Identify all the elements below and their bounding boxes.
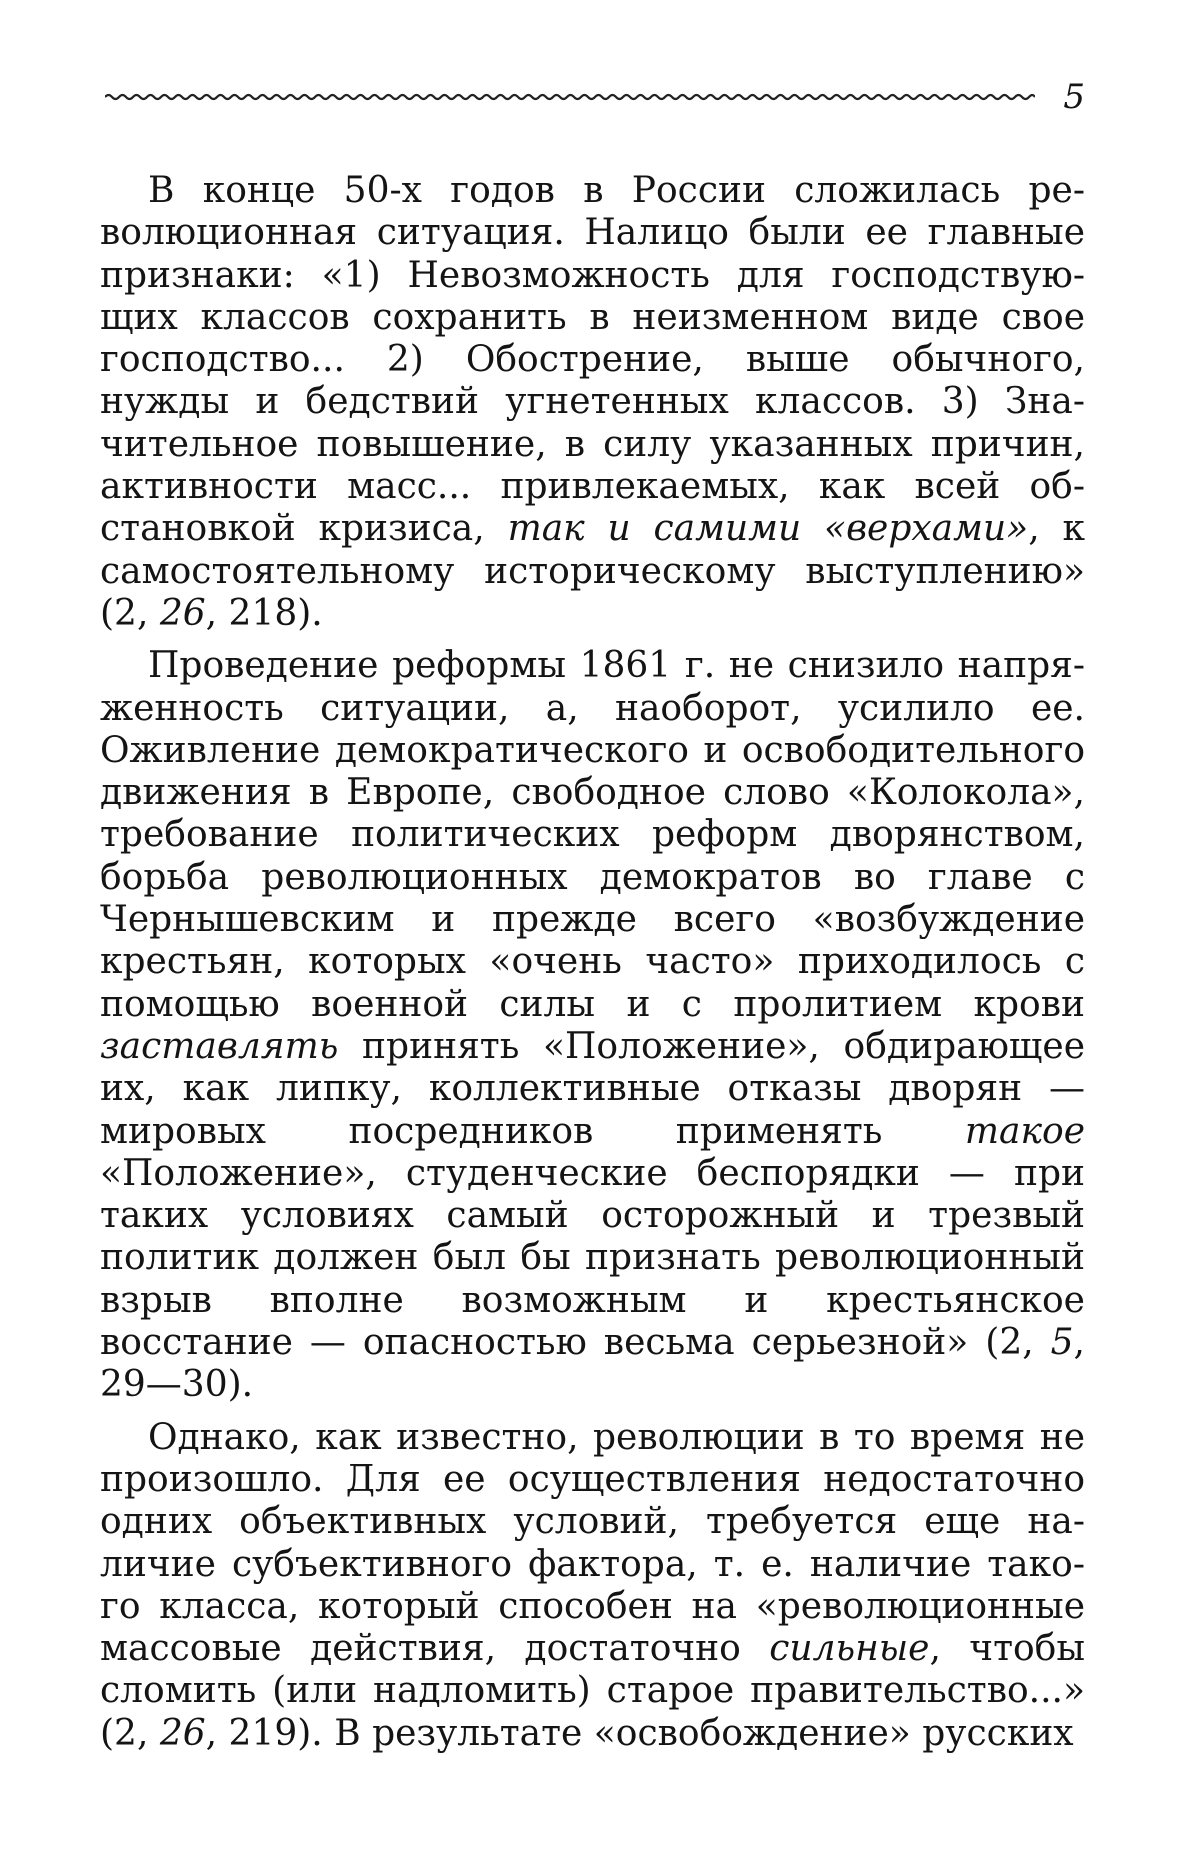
page-number: 5 (1063, 77, 1085, 117)
wavy-ornament-rule (105, 88, 1035, 106)
text-run: принять «Положение», обдирающее их, как липку, коллективные отказы дворян — мировых посредников применять (100, 1025, 1085, 1152)
text-run: , 29—30). (100, 1322, 1085, 1406)
italic-text-run: 5 (1050, 1322, 1074, 1364)
text-run: , чтобы сломить (или надломить) старое правительство...» (2, (100, 1628, 1085, 1754)
body-text (100, 170, 1085, 1755)
italic-text-run: такое (964, 1110, 1085, 1152)
text-run: , 219). В результате «освобождение» русских (205, 1712, 1074, 1754)
paragraph-3 (100, 1417, 1085, 1755)
italic-text-run: 26 (159, 1712, 206, 1754)
italic-text-run: 26 (159, 592, 206, 634)
text-run: «Положение», студенческие беспорядки — при таких условиях самый осторожный и трезвый политик должен был бы признать революционный взрыв вполне возможным и крестьянское восстание — опасностью весьма серьезной» (2, (100, 1152, 1085, 1364)
text-run: Проведение реформы 1861 г. не снизило напряженность ситуации, а, наоборот, усилило ее. Оживление демократического и освободительного движения в Европе, свободное слово «Колокола», требование политических реформ дворянством, борьба революционных демократов во главе с Чернышевским и прежде всего «возбуждение крестьян, которых «очень часто» приходилось с помощью военной силы и с пролитием крови (100, 645, 1085, 1025)
italic-text-run: так и самими «верхами» (507, 508, 1029, 550)
paragraph-1 (100, 170, 1085, 635)
italic-text-run: заставлять (100, 1025, 339, 1067)
page-header (105, 77, 1085, 117)
text-run: , 218). (205, 592, 323, 634)
paragraph-2 (100, 645, 1085, 1406)
text-run: В конце 50-х годов в России сложилась революционная ситуация. Налицо были ее главные признаки: «1) Невозможность для господствующих классов сохранить в неизменном виде свое господство... 2) Обострение, выше обычного, нужды и бедствий угнетенных классов. 3) Значительное повышение, в силу указанных причин, активности масс... привлекаемых, как всей обстановкой кризиса, (100, 170, 1085, 550)
text-run: Однако, как известно, революции в то время не произошло. Для ее осуществления недостаточно одних объективных условий, требуется еще наличие субъективного фактора, т. е. наличие такого класса, который способен на «революционные массовые действия, достаточно (100, 1416, 1085, 1670)
text-run: , к самостоятельному историческому выступлению» (2, (100, 508, 1085, 634)
italic-text-run: сильные (769, 1628, 930, 1670)
